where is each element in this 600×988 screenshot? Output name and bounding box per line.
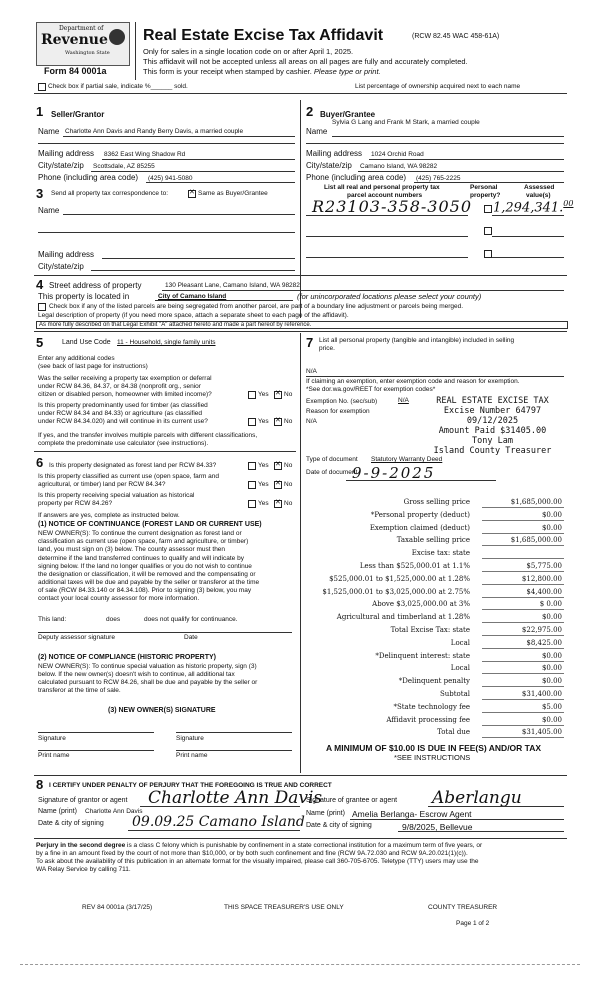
s5-q2-no-checkbox[interactable] — [274, 418, 282, 426]
header-line2: This affidavit will not be accepted unless all areas on all pages are fully and accurately completed. — [143, 57, 468, 66]
located-in-value[interactable]: City of Camano Island — [158, 293, 227, 300]
s5-q1-no-checkbox[interactable] — [274, 391, 282, 399]
page-bottom-rule — [20, 964, 580, 965]
notice2-title: (2) NOTICE OF COMPLIANCE (HISTORIC PROPERTY) — [38, 654, 216, 661]
buyer-phone-value[interactable]: (425) 765-2225 — [416, 175, 461, 182]
seller-mailing-value[interactable]: 8362 East Wing Shadow Rd — [104, 151, 186, 158]
minimum-due-notice: A MINIMUM OF $10.00 IS DUE IN FEE(S) AND/OR TAX — [326, 743, 542, 753]
s6-q2-yes-checkbox[interactable] — [248, 481, 256, 489]
s5-q2-no-label: No — [284, 418, 293, 425]
assessed-header2: value(s) — [526, 192, 551, 199]
grantor-signature-label: Signature of grantor or agent — [38, 797, 128, 804]
s6-q3-no-label: No — [284, 500, 293, 507]
s5-q1c: citizen or disabled person, homeowner with limited income)? — [38, 391, 212, 398]
assessed-value-1[interactable]: 1,294,341.00 — [493, 199, 574, 216]
notice1-l6: the designation or classification, it will be removed and the compensating or — [38, 571, 256, 578]
s5-q3a: If yes, and the transfer involves multiple parcels with different classifications, — [38, 432, 258, 439]
s5-q2-yes-label: Yes — [258, 418, 269, 425]
s6-q1: Is this property designated as forest land per RCW 84.33? — [49, 462, 217, 469]
s5-q2b: under RCW 84.34 and 84.33) or agriculture (as classified — [38, 410, 203, 417]
s5-q1-no-label: No — [284, 391, 293, 398]
s5-q1a: Was the seller receiving a property tax exemption or deferral — [38, 375, 212, 382]
buyer-mailing-value[interactable]: 1024 Orchid Road — [371, 151, 424, 158]
grantee-signature[interactable]: Aberlangu — [432, 788, 522, 808]
parcel-header1: List all real and personal property tax — [324, 184, 440, 191]
stamp-line1: REAL ESTATE EXCISE TAX — [436, 396, 549, 406]
unincorporated-note: (for unincorporated locations please select your county) — [297, 292, 482, 301]
calc-label: Above $3,025,000.00 at 3% — [372, 600, 470, 609]
calc-value[interactable]: $4,400.00 — [526, 587, 562, 596]
legal-description-label: Legal description of property (if you need more space, attach a separate sheet to each page of the affidavit). — [38, 312, 349, 319]
percentage-note: List percentage of ownership acquired next to each name — [355, 83, 521, 90]
grantee-name-print-label: Name (print) — [306, 810, 345, 817]
calc-value[interactable]: $31,400.00 — [521, 690, 562, 698]
s6-q2b: agricultural, or timber) land per RCW 84.34? — [38, 481, 166, 488]
logo-line1: Department of — [59, 25, 104, 32]
buyer-mailing-label: Mailing address — [306, 149, 363, 158]
calc-label: Less than $525,000.01 at 1.1% — [359, 562, 470, 570]
grantee-name-print[interactable]: Amelia Berlanga- Escrow Agent — [352, 809, 472, 819]
perjury-line1: Perjury in the second degree is a class C felony which is punishable by confinement in a state correctional institution for a maximum term of five years, or — [36, 842, 483, 849]
perjury-line3: To ask about the availability of this publication in an alternate format for the visually impaired, please call 360-705-6705. Teletype (TTY) users may use the — [36, 858, 479, 865]
parcel-number-1[interactable]: R23103-358-3050 — [312, 197, 473, 216]
calc-label: Excise tax: state — [411, 549, 470, 558]
logo-line3: Washington State — [65, 50, 110, 56]
see-instructions: *SEE INSTRUCTIONS — [394, 753, 471, 762]
exemption-note2: *See dor.wa.gov/REET for exemption codes* — [306, 386, 436, 393]
calc-label: Gross selling price — [403, 498, 470, 506]
assessed-header1: Assessed — [524, 184, 555, 191]
seller-phone-label: Phone (including area code) — [38, 173, 139, 182]
notice1-title: (1) NOTICE OF CONTINUANCE (FOREST LAND OR CURRENT USE) — [38, 521, 262, 528]
doc-date-label: Date of document — [306, 469, 358, 476]
buyer-city-value[interactable]: Camano Island, WA 98282 — [360, 163, 438, 170]
this-land-label: This land: — [38, 616, 67, 623]
calc-value[interactable]: $12,800.00 — [521, 574, 562, 583]
calc-label: Subtotal — [439, 690, 470, 698]
page-number: Page 1 of 2 — [456, 920, 490, 927]
notice1-l4: determine if the land transferred continues to qualify and will indicate by — [38, 555, 244, 562]
calc-value[interactable]: $22,975.00 — [521, 626, 562, 634]
calc-value[interactable]: $0.00 — [541, 651, 562, 660]
personal-property-checkbox-2[interactable] — [484, 227, 492, 235]
buyer-heading: Buyer/Grantee — [320, 110, 376, 119]
seller-phone-value[interactable]: (425) 941-5080 — [148, 175, 193, 182]
s6-q3-no-checkbox[interactable] — [274, 500, 282, 508]
section8-number: 8 — [36, 777, 44, 792]
calc-label: *State technology fee — [393, 702, 470, 711]
notice2-l1: NEW OWNER(S): To continue special valuation as historic property, sign (3) — [38, 663, 257, 670]
s5-q2a: Is this property predominantly used for timber (as classified — [38, 402, 208, 409]
s6-q2a: Is this property classified as current use (open space, farm and — [38, 473, 220, 480]
seller-mailing-label: Mailing address — [38, 149, 95, 158]
grantee-date-city[interactable]: 9/8/2025, Bellevue — [402, 822, 473, 832]
logo-mark-icon — [109, 29, 125, 45]
stamp-line2: Excise Number 64797 — [443, 406, 542, 416]
buyer-phone-label: Phone (including area code) — [306, 173, 407, 182]
s5-q2-yes-checkbox[interactable] — [248, 418, 256, 426]
calc-label: $1,525,000.01 to $3,025,000.00 at 2.75% — [322, 587, 470, 596]
tax-correspondence-label: Send all property tax correspondence to: — [51, 190, 169, 197]
grantor-date-city[interactable]: 09.09.25 Camano Island — [132, 814, 305, 830]
notice2-l2: below. If the new owner(s) doesn't wish to continue, all additional tax — [38, 671, 235, 678]
calc-label: $525,000.01 to $1,525,000.00 at 1.28% — [329, 574, 470, 583]
perjury-line4: WA Relay Service by calling 711. — [36, 866, 131, 873]
new-owner-print2-label: Print name — [176, 752, 208, 759]
s6-q3a: Is this property receiving special valuation as historical — [38, 492, 195, 499]
legal-description-value[interactable]: As more fully described on that Legal Exhibit "A" attached hereto and made a part hereof by reference. — [36, 321, 568, 329]
doc-type-value[interactable]: Statutory Warranty Deed — [371, 456, 443, 463]
s6-q2-yes-label: Yes — [258, 481, 269, 488]
notice1-l2: classification as current use (open space, farm and agriculture, or timber) — [38, 538, 249, 545]
calc-value[interactable]: $5.00 — [541, 702, 562, 711]
land-use-label: Land Use Code — [62, 339, 111, 346]
calc-value[interactable]: $ 0.00 — [539, 600, 562, 609]
rcw-reference: (RCW 82.45 WAC 458-61A) — [412, 33, 500, 40]
exemption-number-value[interactable]: N/A — [398, 397, 409, 404]
s5-q1-yes-label: Yes — [258, 391, 269, 398]
s6-q1-no-checkbox[interactable] — [274, 462, 282, 470]
doc-date-value[interactable]: 9-9-2025 — [352, 464, 436, 482]
located-in-label: This property is located in — [38, 292, 130, 301]
calc-value[interactable]: $0.00 — [541, 677, 562, 686]
s6-q3b: property per RCW 84.26? — [38, 500, 113, 507]
stamp-line6: Island County Treasurer — [433, 446, 552, 456]
s6-q1-yes-checkbox[interactable] — [248, 462, 256, 470]
buyer-name-value[interactable]: Sylvia G Lang and Frank M Stark, a married couple — [332, 119, 480, 126]
calc-label: Exemption claimed (deduct) — [369, 523, 470, 532]
boundary-checkbox[interactable] — [38, 303, 46, 311]
calc-label: Local — [450, 638, 470, 647]
section5-number: 5 — [36, 335, 44, 350]
section7-text2: price. — [319, 345, 335, 352]
partial-sale-label: Check box if partial sale, indicate %______ sold. — [48, 83, 188, 90]
header-line1: Only for sales in a single location code on or after April 1, 2025. — [143, 47, 354, 56]
section7-number: 7 — [306, 335, 314, 350]
street-address-value[interactable]: 130 Pleasant Lane, Camano Island, WA 98282 — [165, 282, 300, 289]
street-address-label: Street address of property — [49, 281, 142, 290]
does-not-label: does not qualify for continuance. — [144, 616, 238, 623]
county-treasurer-label: COUNTY TREASURER — [428, 904, 498, 911]
s6-q3-yes-checkbox[interactable] — [248, 500, 256, 508]
personal-property-value[interactable]: N/A — [306, 368, 317, 375]
new-owner-signature2-label: Signature — [176, 735, 204, 742]
logo-line2: Revenue — [41, 32, 108, 48]
s6-q2-no-checkbox[interactable] — [274, 481, 282, 489]
notice1-l5: signing below. If the land no longer qualifies or you do not wish to continue — [38, 563, 252, 570]
exemption-reason-label: Reason for exemption — [306, 408, 370, 415]
calc-label: *Personal property (deduct) — [370, 510, 470, 519]
grantor-name-print-label: Name (print) — [38, 808, 77, 815]
additional-codes-note: (see back of last page for instructions) — [38, 363, 148, 370]
personal-header1: Personal — [470, 184, 498, 191]
section3-mailing-label: Mailing address — [38, 250, 95, 259]
calc-label: Total Excise Tax: state — [390, 626, 470, 634]
calc-value[interactable]: $0.00 — [541, 715, 562, 724]
parcel-header2: parcel account numbers — [347, 192, 423, 199]
boundary-label: Check box if any of the listed parcels are being segregated from another parcel, are part of a boundary line adjustment or parcels being merged. — [49, 303, 464, 310]
dor-logo — [36, 22, 130, 66]
calc-value[interactable]: $1,685,000.00 — [510, 536, 562, 545]
section1-number: 1 — [36, 104, 44, 119]
exemption-reason-value[interactable]: N/A — [306, 418, 317, 425]
buyer-city-label: City/state/zip — [306, 161, 352, 170]
additional-codes-label: Enter any additional codes — [38, 355, 115, 362]
partial-sale-checkbox[interactable] — [38, 83, 46, 91]
calc-value[interactable]: $5,775.00 — [526, 562, 562, 570]
calc-label: Affidavit processing fee — [386, 715, 470, 724]
deputy-date-label: Date — [184, 634, 198, 641]
treasurer-use-only: THIS SPACE TREASURER'S USE ONLY — [224, 904, 344, 911]
calc-label: Agricultural and timberland at 1.28% — [336, 613, 470, 622]
grantor-signature[interactable]: Charlotte Ann Davis — [148, 788, 323, 808]
s6-q3-yes-label: Yes — [258, 500, 269, 507]
calc-label: *Delinquent penalty — [398, 677, 470, 686]
grantor-name-print[interactable]: Charlotte Ann Davis — [85, 808, 143, 815]
personal-property-checkbox-3[interactable] — [484, 250, 492, 258]
s5-q1-yes-checkbox[interactable] — [248, 391, 256, 399]
perjury-line2: by a fine in an amount fixed by the court of not more than $10,000, or by both such confinement and fine (RCW 9A.72.030 and RCW 9A.20.021(1)(c)). — [36, 850, 468, 857]
grantor-date-city-label: Date & city of signing — [38, 820, 104, 827]
notice2-l4: transferor at the time of sale. — [38, 687, 121, 694]
calc-label: Total due — [437, 728, 470, 737]
stamp-line3: 09/12/2025 — [466, 416, 519, 426]
treasurer-stamp — [420, 396, 565, 456]
exemption-note1: If claiming an exemption, enter exemption code and reason for exemption. — [306, 378, 520, 385]
stamp-line4: Amount Paid $31405.00 — [438, 426, 547, 436]
personal-property-checkbox-1[interactable] — [484, 205, 492, 213]
seller-name-label: Name — [38, 127, 60, 136]
calc-value[interactable]: $0.00 — [541, 523, 562, 532]
exemption-number-label: Exemption No. (sec/sub) — [306, 398, 378, 405]
notice1-l7: additional taxes will be due and payable by the seller or transferor at the time — [38, 579, 260, 586]
buyer-name-label: Name — [306, 127, 328, 136]
notice1-l3: land, you must sign on (3) below. The county assessor must then — [38, 546, 226, 553]
seller-city-value[interactable]: Scottsdale, AZ 85255 — [93, 163, 155, 170]
new-owner-signature-heading: (3) NEW OWNER(S) SIGNATURE — [108, 707, 216, 714]
land-use-value[interactable]: 11 - Household, single family units — [117, 339, 216, 346]
notice2-l3: calculated pursuant to RCW 84.26, shall be due and payable by the seller or — [38, 679, 258, 686]
notice1-l1: NEW OWNER(S): To continue the current designation as forest land or — [38, 530, 242, 537]
same-as-buyer-checkbox[interactable] — [188, 190, 196, 198]
s6-q2-no-label: No — [284, 481, 293, 488]
new-owner-print1-label: Print name — [38, 752, 70, 759]
s6-q1-yes-label: Yes — [258, 462, 269, 469]
doc-type-label: Type of document — [306, 456, 358, 463]
new-owner-signature1-label: Signature — [38, 735, 66, 742]
section4-number: 4 — [36, 277, 44, 292]
s5-q3b: complete the predominate use calculator (see instructions). — [38, 440, 209, 447]
personal-header2: property? — [470, 192, 501, 199]
notice1-l8: of sale (RCW 84.33.140 or 84.34.108). Prior to signing (3) below, you may — [38, 587, 252, 594]
calc-value[interactable]: $0.00 — [541, 613, 562, 622]
form-title: Real Estate Excise Tax Affidavit — [143, 27, 384, 44]
deputy-assessor-label: Deputy assessor signature — [38, 634, 115, 641]
calc-label: Taxable selling price — [396, 536, 470, 545]
section6-number: 6 — [36, 455, 44, 470]
does-label: does — [106, 616, 121, 623]
certify-statement: I CERTIFY UNDER PENALTY OF PERJURY THAT THE FOREGOING IS TRUE AND CORRECT — [49, 782, 332, 789]
seller-city-label: City/state/zip — [38, 161, 84, 170]
stamp-line5: Tony Lam — [472, 436, 513, 446]
section2-number: 2 — [306, 104, 314, 119]
calc-value[interactable]: $1,685,000.00 — [510, 498, 562, 506]
grantee-signature-label: Signature of grantee or agent — [306, 797, 398, 804]
section3-city-label: City/state/zip — [38, 262, 84, 271]
form-revision: REV 84 0001a (3/17/25) — [82, 904, 153, 911]
header-line3: This form is your receipt when stamped by cashier. Please type or print. — [143, 67, 381, 76]
s6-q1-no-label: No — [284, 462, 293, 469]
s5-q1b: under RCW 84.36, 84.37, or 84.38 (nonprofit org., senior — [38, 383, 201, 390]
answers-note: If answers are yes, complete as instructed below. — [38, 512, 180, 519]
form-number: Form 84 0001a — [44, 66, 107, 76]
notice1-l9: contact your local county assessor for more information. — [38, 595, 200, 602]
section3-number: 3 — [36, 186, 44, 201]
seller-heading: Seller/Grantor — [51, 110, 105, 119]
same-as-buyer-label: Same as Buyer/Grantee — [198, 190, 268, 197]
calc-value[interactable]: $8,425.00 — [526, 638, 562, 647]
calc-label: Local — [450, 664, 470, 673]
section7-text1: List all personal property (tangible and intangible) included in selling — [319, 337, 515, 344]
grantee-date-city-label: Date & city of signing — [306, 822, 372, 829]
section3-name-label: Name — [38, 206, 60, 215]
seller-name-value[interactable]: Charlotte Ann Davis and Randy Berry Davis, a married couple — [65, 128, 244, 135]
calc-value[interactable]: $0.00 — [541, 664, 562, 673]
s5-q2c: under RCW 84.34.020) and will continue in its current use? — [38, 418, 208, 425]
calc-value[interactable]: $31,405.00 — [521, 728, 562, 737]
calc-value[interactable]: $0.00 — [541, 510, 562, 519]
calc-label: *Delinquent interest: state — [375, 651, 470, 660]
